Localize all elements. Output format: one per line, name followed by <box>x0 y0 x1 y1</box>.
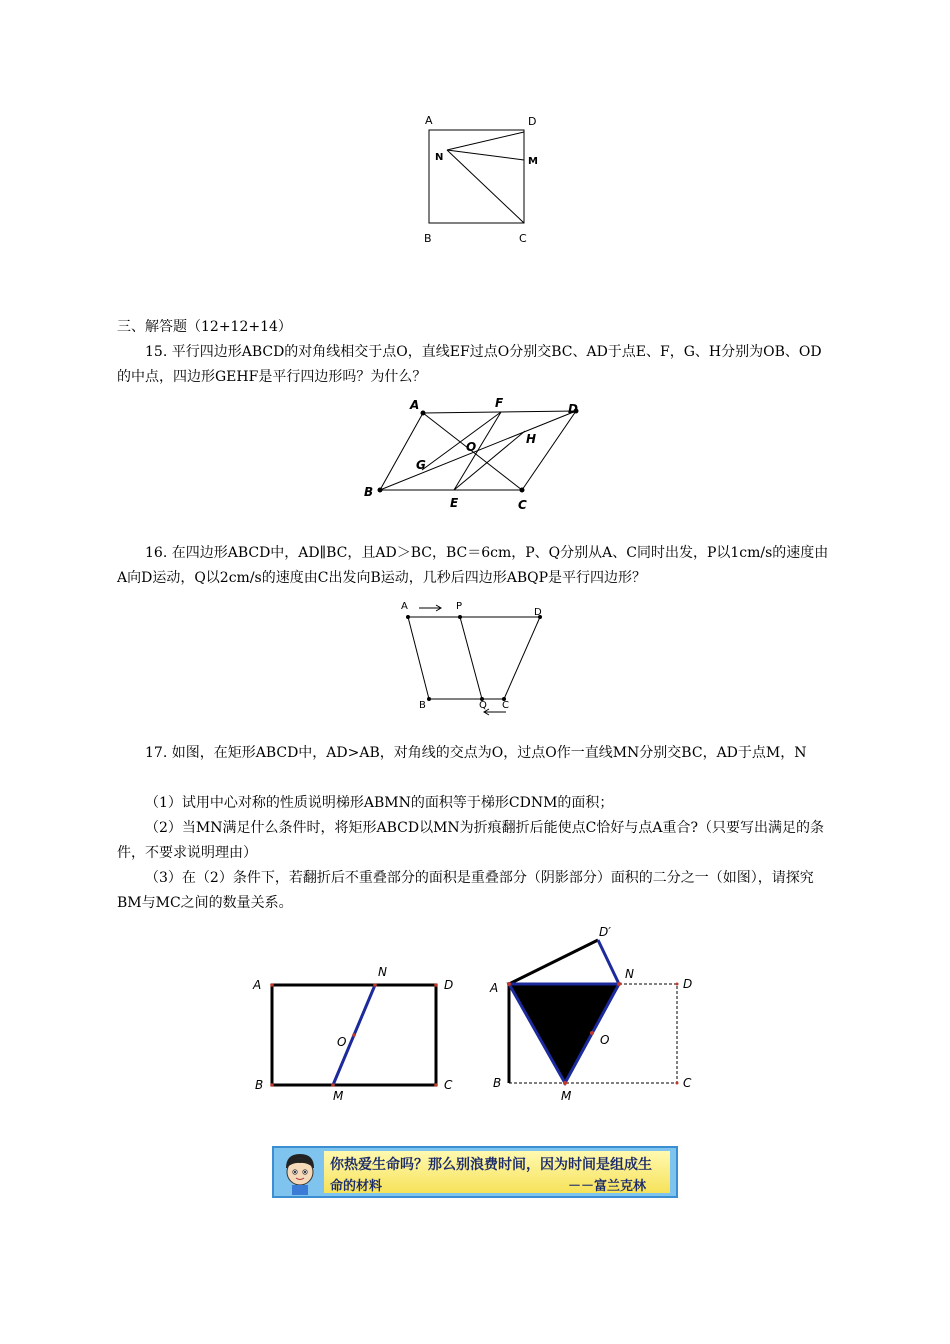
label-b: B <box>493 1076 502 1090</box>
label-a: A <box>410 398 420 412</box>
question-17-part-2: （2）当MN满足什么条件时，将矩形ABCD以MN为折痕翻折后能使点C恰好与点A重合?（只要写出满足的条件，不要求说明理由） <box>117 820 824 861</box>
label-c: C <box>444 1078 453 1092</box>
label-d: D <box>528 115 537 128</box>
label-n: N <box>625 967 634 981</box>
label-d: D <box>534 607 542 618</box>
question-17-part-1: （1）试用中心对称的性质说明梯形ABMN的面积等于梯形CDNM的面积； <box>145 795 614 811</box>
label-n: N <box>378 965 387 979</box>
question-17-part-3: （3）在（2）条件下，若翻折后不重叠部分的面积是重叠部分（阴影部分）面积的二分之一（如图），请探究BM与MC之间的数量关系。 <box>117 870 814 911</box>
label-n: N <box>435 152 444 163</box>
quote-line-1: 你热爱生命吗？那么别浪费时间，因为时间是组成生 <box>330 1157 652 1173</box>
cartoon-boy-icon <box>278 1150 322 1196</box>
label-d-prime: D′ <box>599 925 611 939</box>
label-c: C <box>683 1076 692 1090</box>
label-a: A <box>253 978 262 992</box>
label-a: A <box>401 601 408 612</box>
label-m: M <box>333 1089 344 1102</box>
section-heading: 三、解答题（12+12+14） <box>117 319 292 335</box>
figure-rectangle-mn <box>245 960 465 1102</box>
label-q: Q <box>479 700 487 711</box>
label-b: B <box>424 232 432 245</box>
label-e: E <box>450 496 459 510</box>
label-o: O <box>337 1035 347 1049</box>
label-h: H <box>526 432 537 446</box>
label-c: C <box>519 232 527 245</box>
label-g: G <box>416 458 426 472</box>
quote-line-2: 命的材料 <box>330 1179 383 1194</box>
figure-folded-rectangle <box>485 918 705 1104</box>
label-d: D <box>444 978 454 992</box>
figure-trapezoid-abqp <box>395 596 555 718</box>
label-d: D <box>568 402 578 416</box>
quote-banner <box>272 1146 678 1198</box>
label-m: M <box>528 156 538 167</box>
label-o: O <box>466 440 477 454</box>
quote-author: －－富兰克林 <box>567 1179 646 1194</box>
question-16: 16. 在四边形ABCD中，AD∥BC，且AD＞BC，BC＝6cm，P、Q分别从A、C同时出发，P以1cm/s的速度由A向D运动，Q以2cm/s的速度由C出发向B运动，几秒后四边形ABQP是平行四边形？ <box>117 545 829 586</box>
label-b: B <box>255 1078 264 1092</box>
label-b: B <box>419 700 426 711</box>
figure-square-nm <box>415 105 555 250</box>
label-m: M <box>561 1089 572 1103</box>
label-a: A <box>490 981 499 995</box>
label-c: C <box>518 498 527 512</box>
label-c: C <box>502 700 509 711</box>
figure-parallelogram-gehf <box>358 393 590 515</box>
label-f: F <box>495 396 504 410</box>
label-p: P <box>456 601 463 612</box>
label-a: A <box>425 114 433 127</box>
label-d: D <box>683 977 693 991</box>
label-o: O <box>600 1033 610 1047</box>
question-17: 17. 如图，在矩形ABCD中，AD>AB，对角线的交点为O，过点O作一直线MN分别交BC，AD于点M，N <box>145 745 807 761</box>
question-15: 15. 平行四边形ABCD的对角线相交于点O，直线EF过点O分别交BC、AD于点E、F，G、H分别为OB、OD的中点，四边形GEHF是平行四边形吗？为什么？ <box>117 344 822 385</box>
label-b: B <box>364 485 374 499</box>
